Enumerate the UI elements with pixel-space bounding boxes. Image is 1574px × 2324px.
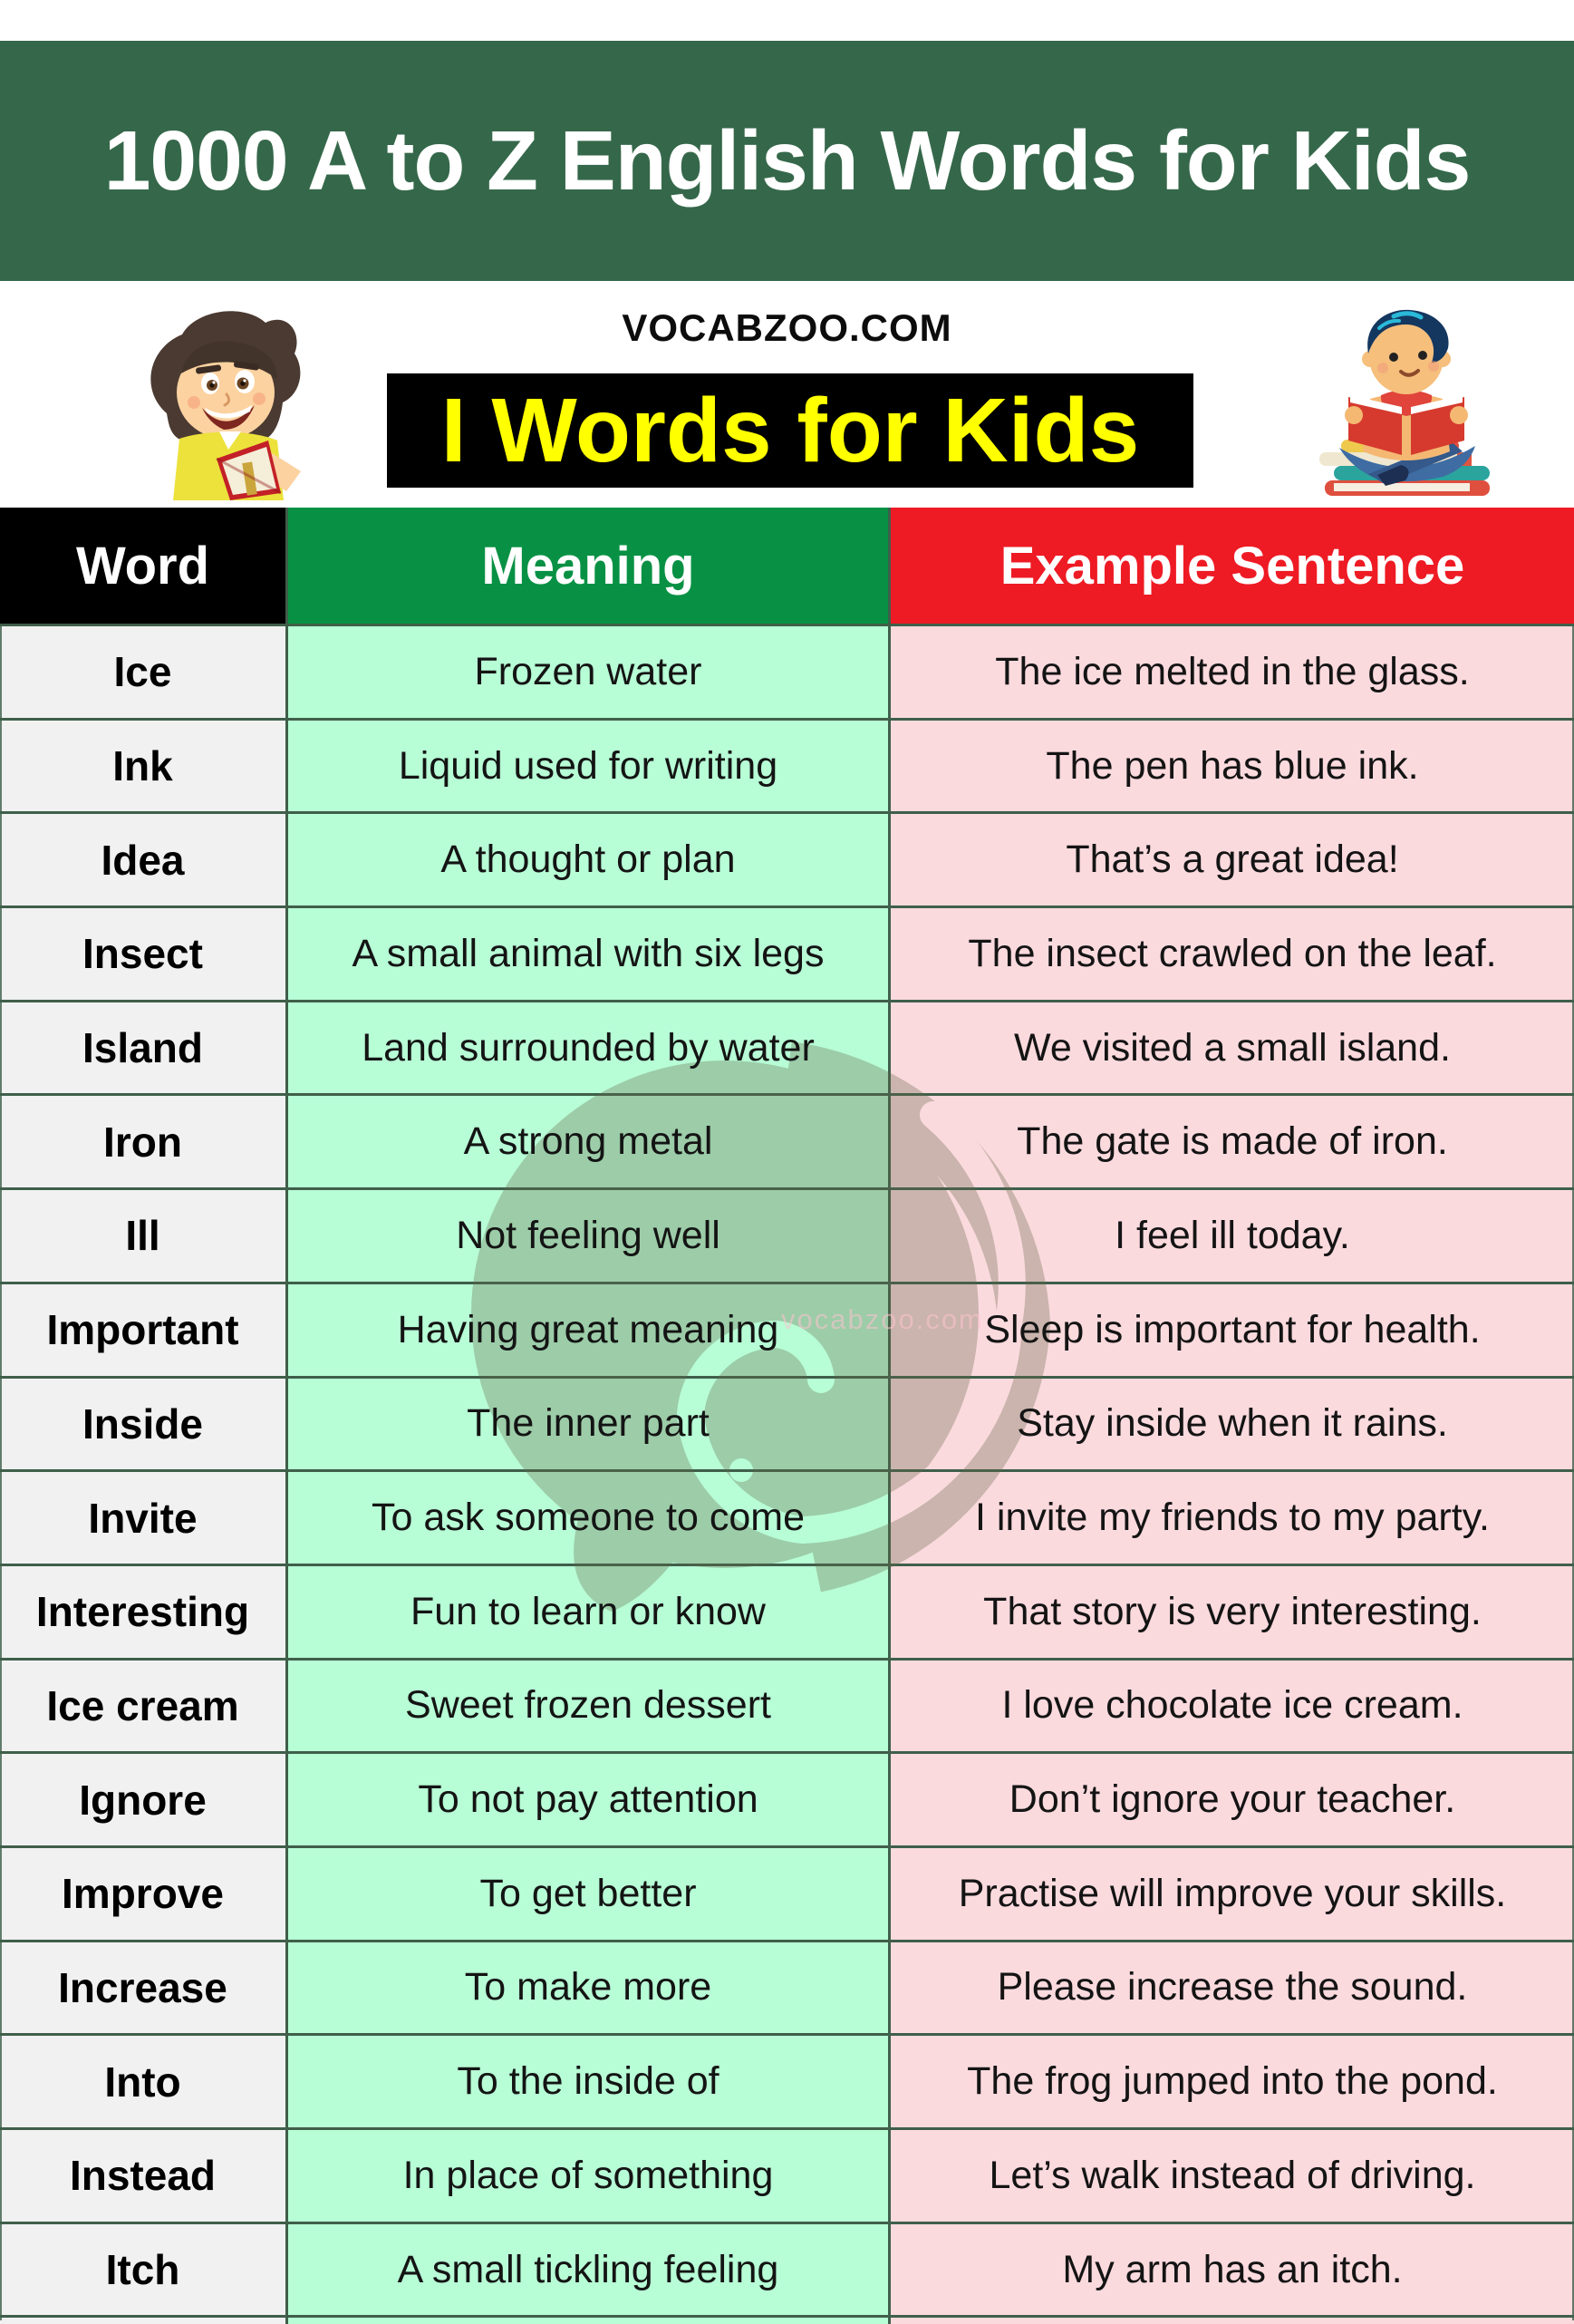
meaning-cell: To not pay attention [285,1754,888,1845]
meaning-cell: The inner part [285,1379,888,1470]
table-row [0,1469,1574,1564]
meaning-cell: In place of something [285,2130,888,2222]
example-sentence-cell: I feel ill today. [888,1190,1574,1282]
table-row [0,1845,1574,1940]
page-title: 1000 A to Z English Words for Kids [103,113,1471,208]
column-header-example-sentence: Example Sentence [888,508,1574,624]
example-sentence-cell: The gate is made of iron. [888,1096,1574,1187]
example-sentence-cell: Please increase the sound. [888,1942,1574,2034]
example-sentence-cell: Sleep is important for health. [888,1284,1574,1376]
word-cell: Increase [0,1942,285,2034]
example-sentence-cell: I love chocolate ice cream. [888,1661,1574,1752]
table-row [0,1564,1574,1658]
word-cell: Ignore [0,1754,285,1845]
meaning-cell: A thought or plan [285,814,888,905]
meaning-cell: To the inside of [285,2036,888,2127]
table-row [0,1187,1574,1282]
word-cell: Invite [0,1472,285,1564]
meaning-cell: A small tickling feeling [285,2224,888,2316]
site-name: VOCABZOO.COM [622,306,952,349]
example-sentence-cell: Practise will improve your skills. [888,1848,1574,1940]
word-cell: Ice [0,626,285,718]
word-cell: Interesting [0,1566,285,1658]
table-left-border [0,624,2,2320]
subtitle: I Words for Kids [440,379,1140,481]
word-cell: Ill [0,1190,285,1282]
table-row [0,1376,1574,1470]
table-row [0,2033,1574,2127]
meaning-cell: To make more [285,1942,888,2034]
word-cell: Into [0,2036,285,2127]
meaning-cell: A small animal with six legs [285,908,888,1000]
table-row [0,2222,1574,2316]
boy-reading-book-icon [132,303,306,500]
word-cell: Instead [0,2130,285,2222]
word-cell: Island [0,1002,285,1094]
example-sentence-cell: The frog jumped into the pond. [888,2036,1574,2127]
column-header-word: Word [0,508,285,624]
example-sentence-cell: The pen has blue ink. [888,721,1574,812]
meaning-cell: Frozen water [285,626,888,718]
example-sentence-cell: I invite my friends to my party. [888,1472,1574,1564]
table-row [0,1093,1574,1187]
table-row [0,905,1574,1000]
example-sentence-cell: The ice melted in the glass. [888,626,1574,718]
table-row [0,1282,1574,1376]
example-sentence-cell: My arm has an itch. [888,2224,1574,2316]
column-header-meaning: Meaning [285,508,888,624]
word-cell: Improve [0,1848,285,1940]
boy-on-book-stack-icon [1314,305,1502,499]
word-cell: Itch [0,2224,285,2316]
meaning-cell: To ask someone to come [285,1472,888,1564]
meaning-cell: Fun to learn or know [285,1566,888,1658]
meaning-cell: Land surrounded by water [285,1002,888,1094]
meaning-cell: Having great meaning [285,1284,888,1376]
word-cell: Inside [0,1379,285,1470]
example-sentence-cell: That story is very interesting. [888,1566,1574,1658]
table-body [0,624,1574,2315]
meaning-cell: Sweet frozen dessert [285,1661,888,1752]
table-header-row [0,508,1574,624]
table-row [0,718,1574,812]
word-cell: Ice cream [0,1661,285,1752]
watermark-text: vocabzoo.com [781,1303,984,1335]
table-row [0,1751,1574,1845]
banner [0,41,1574,281]
example-sentence-cell: That’s a great idea! [888,814,1574,905]
word-cell: Important [0,1284,285,1376]
example-sentence-cell: Let’s walk instead of driving. [888,2130,1574,2222]
table-row [0,811,1574,905]
table-row [0,1940,1574,2034]
meaning-cell: A strong metal [285,1096,888,1187]
table-row-partial [0,2315,1574,2324]
vocabulary-table [0,508,1574,2324]
table-row [0,624,1574,718]
meaning-cell: Not feeling well [285,1190,888,1282]
example-sentence-cell: The insect crawled on the leaf. [888,908,1574,1000]
meaning-cell: Liquid used for writing [285,721,888,812]
subtitle-box [387,373,1193,488]
word-cell: Iron [0,1096,285,1187]
table-row [0,1658,1574,1752]
table-row [0,1000,1574,1094]
table-row [0,2127,1574,2222]
word-cell: Insect [0,908,285,1000]
word-cell: Ink [0,721,285,812]
word-cell: Idea [0,814,285,905]
meaning-cell: To get better [285,1848,888,1940]
example-sentence-cell: We visited a small island. [888,1002,1574,1094]
example-sentence-cell: Stay inside when it rains. [888,1379,1574,1470]
example-sentence-cell: Don’t ignore your teacher. [888,1754,1574,1845]
